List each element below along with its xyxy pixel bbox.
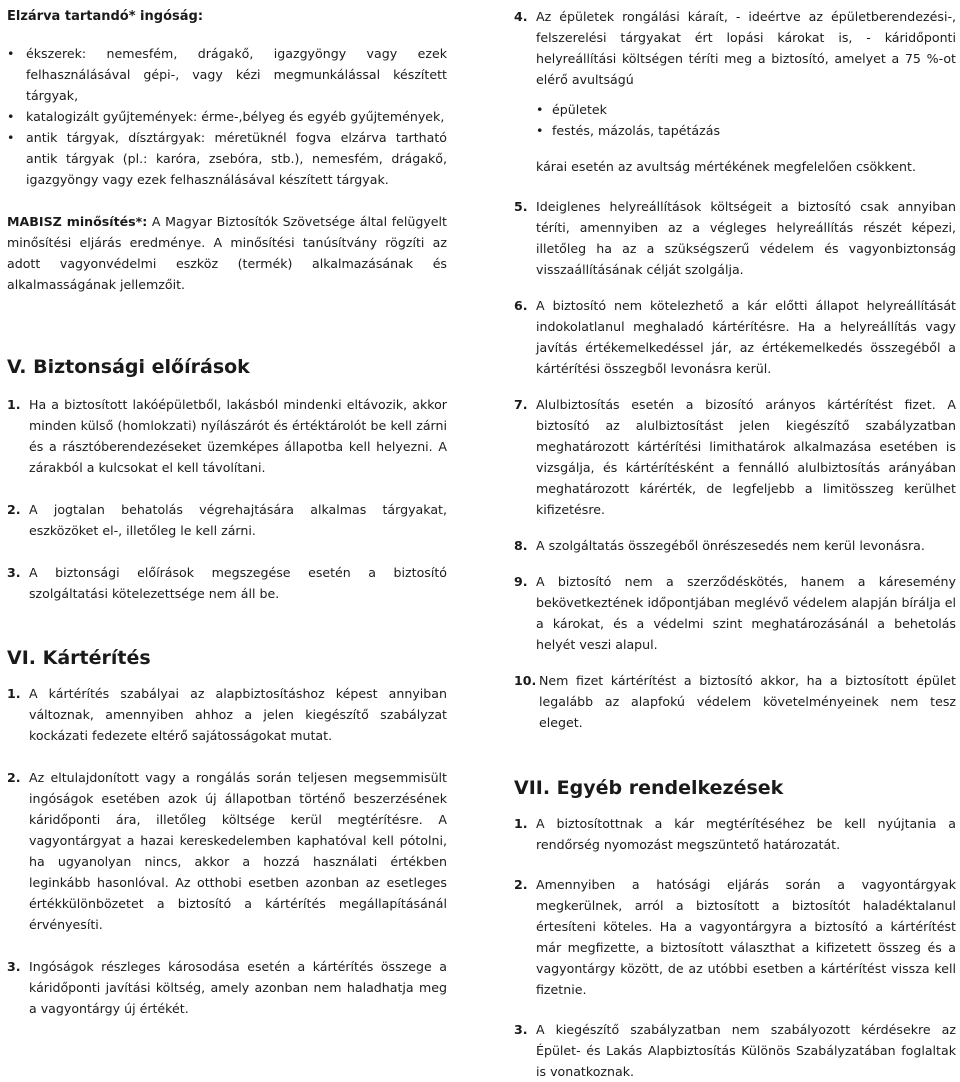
- item-number: 7.: [514, 397, 528, 412]
- numbered-item: [514, 535, 956, 556]
- stored-items-list: [7, 43, 447, 190]
- numbered-item: [7, 767, 447, 935]
- numbered-item: [7, 394, 447, 478]
- item-number: 5.: [514, 199, 528, 214]
- item-number: 4.: [514, 9, 528, 24]
- numbered-item: [514, 394, 956, 520]
- numbered-item: [514, 6, 956, 90]
- item-text: Az eltulajdonított vagy a rongálás során teljesen megsemmisült ingóságok esetében azok új állapotban történő beszerzésének káridőponti ára, illetőleg költsége kerül megtérítésre. A vagyontárgyat a hazai kereskedelemben kaphatóval kell pótolni, ha ugyanolyan nincs, akkor a hozzá használati értékben leginkább hasonlóval. Az otthobi esetben azonban az esetleges értékkülönbözetet a biztosító a kártérítés megállapításánál érvényesíti.: [29, 770, 447, 932]
- item-number: 9.: [514, 574, 528, 589]
- item-text: Amennyiben a hatósági eljárás során a vagyontárgyak megkerülnek, arról a biztosított a biztosítót haladéktalanul értesíteni köteles. Ha a vagyontárgyra a biztosító a kártérítést már megfizette, a biztosított választhat a kifizetett összeg és a vagyontárgy között, de az utóbbi esetben a kártérítést vissza kell fizetnie.: [536, 877, 956, 997]
- item-text: A biztosító nem kötelezhető a kár előtti állapot helyreállítását indokolatlanul meghaladó kártérítésre. Ha a helyreállítás vagy javítás értékemelkedéssel jár, az értékemelkedés összegéből a kártérítési összegből levonásra kerül.: [536, 298, 956, 376]
- numbered-item: [7, 956, 447, 1019]
- item-number: 10.: [514, 673, 537, 688]
- numbered-item: [7, 683, 447, 746]
- section6-items: [7, 683, 447, 1019]
- mabisz-term: MABISZ minősítés*:: [7, 214, 148, 229]
- numbered-item: [514, 295, 956, 379]
- item4-sublist: [514, 99, 956, 141]
- numbered-item: [514, 670, 956, 733]
- item-number: 2.: [514, 877, 528, 892]
- section-title: V. Biztonsági előírások: [7, 356, 250, 378]
- item4-note: kárai esetén az avultság mértékének megfelelően csökkent.: [536, 159, 916, 174]
- mabisz-definition: [7, 211, 447, 295]
- numbered-item: [514, 874, 956, 1000]
- item-text: Nem fizet kártérítést a biztosító akkor, ha a biztosított épület legalább az alapfokú védelem követelményeinek nem tesz eleget.: [539, 673, 956, 730]
- item-number: 2.: [7, 502, 21, 517]
- item-text: Ideiglenes helyreállítások költségeit a biztosító csak annyiban téríti, amennyiben az a végleges helyreállítás részét képezi, illetőleg ha az a szükségszerű védelem és vagyonbiztonság visszaállításának célját szolgálja.: [536, 199, 956, 277]
- mabisz-text: A Magyar Biztosítók Szövetsége által felügyelt minősítési eljárás eredménye. A minősítési tanúsítvány rögzíti az adott vagyonvédelmi eszköz (termék) alkalmazásának és alkalmasságának jellemzőit.: [7, 214, 447, 292]
- list-item: • antik tárgyak, dísztárgyak: méretüknél fogva elzárva tartható antik tárgyak (pl.: karóra, zsebóra, stb.), nemesfém, drágakő, igazgyöngy vagy ezek felhasználásával készített tárgyak.: [7, 127, 447, 190]
- numbered-item: [514, 813, 956, 855]
- numbered-item: [7, 499, 447, 541]
- item-text: Az épületek rongálási káraít, - ideértve az épületberendezési-, felszerelési tárgyakat ért lopási károkat is, - káridőponti helyreállítási költségen téríti meg a biztosító, amelyet a 75 %-ot elérő avultságú: [536, 9, 956, 87]
- numbered-item: [514, 1019, 956, 1082]
- item-number: 1.: [7, 686, 21, 701]
- item-text: Alulbiztosítás esetén a bizosító arányos kártérítést fizet. A biztosító az alulbiztosítást jelen kiegészítő szabályzatban meghatározott kártérítési limithatárok alkalmazása esetében is vizsgálja, és kártérítésként a fennálló alulbiztosítás arányában meghatározott kárérték, de legfeljebb a limitösszeg kerülhet kifizetésre.: [536, 397, 956, 517]
- list-item: • katalogizált gyűjtemények: érme-,bélyeg és egyéb gyűjtemények,: [7, 106, 447, 127]
- item-text: A szolgáltatás összegéből önrészesedés nem kerül levonásra.: [536, 538, 925, 553]
- section7-items: [514, 813, 956, 1082]
- item-text: A kártérítés szabályai az alapbiztosításhoz képest annyiban változnak, amennyiben ahhoz a jelen kiegészítő szabályzat kockázati fedezete eltérő sajátosságokat mutat.: [29, 686, 447, 743]
- item-number: 1.: [514, 816, 528, 831]
- section5-items: [7, 394, 447, 604]
- item-text: A biztonsági előírások megszegése esetén a biztosító szolgáltatási kötelezettsége nem áll be.: [29, 565, 447, 601]
- item-number: 8.: [514, 538, 528, 553]
- stored-items-heading: Elzárva tartandó* ingóság:: [7, 9, 204, 24]
- left-column: [7, 6, 447, 1019]
- numbered-item: [514, 196, 956, 280]
- item-number: 3.: [7, 959, 21, 974]
- item-number: 3.: [7, 565, 21, 580]
- item-text: A biztosító nem a szerződéskötés, hanem a káresemény bekövetkeztének időpontjában meglévő védelem alapján bírálja el a károkat, és a védelmi szint meghatározásánál a behetolás helyét veszi alapul.: [536, 574, 956, 652]
- list-item: • épületek: [536, 99, 956, 120]
- item-text: A biztosítottnak a kár megtérítéséhez be kell nyújtania a rendőrség nyomozást megszüntető határozatát.: [536, 816, 956, 852]
- item-text: A kiegészítő szabályzatban nem szabályozott kérdésekre az Épület- és Lakás Alapbiztosítás Különös Szabályzatában foglaltak is vonatkoznak.: [536, 1022, 956, 1079]
- numbered-item: [7, 562, 447, 604]
- item-text: Ha a biztosított lakóépületből, lakásból mindenki eltávozik, akkor minden külső (homlokzati) nyílászárót és értéktárolót be kell zárni és a rásztóberendezéseket üzemképes állapotba kell helyezni. A zárakból a kulcsokat el kell távolítani.: [29, 397, 447, 475]
- item-number: 3.: [514, 1022, 528, 1037]
- item-text: Ingóságok részleges károsodása esetén a kártérítés összege a káridőponti javítási költség, amely azonban nem haladhatja meg a vagyontárgy új értékét.: [29, 959, 447, 1016]
- item-text: A jogtalan behatolás végrehajtására alkalmas tárgyakat, eszközöket el-, illetőleg le kell zárni.: [29, 502, 447, 538]
- list-item: • festés, mázolás, tapétázás: [536, 120, 956, 141]
- item-number: 6.: [514, 298, 528, 313]
- section-title: VII. Egyéb rendelkezések: [514, 777, 784, 799]
- list-item: • ékszerek: nemesfém, drágakő, igazgyöngy vagy ezek felhasználásával gépi-, vagy kézi megmunkálással készített tárgyak,: [7, 43, 447, 106]
- section-title: VI. Kártérítés: [7, 647, 151, 669]
- item-number: 1.: [7, 397, 21, 412]
- right-column: [514, 6, 956, 1082]
- item-number: 2.: [7, 770, 21, 785]
- numbered-item: [514, 571, 956, 655]
